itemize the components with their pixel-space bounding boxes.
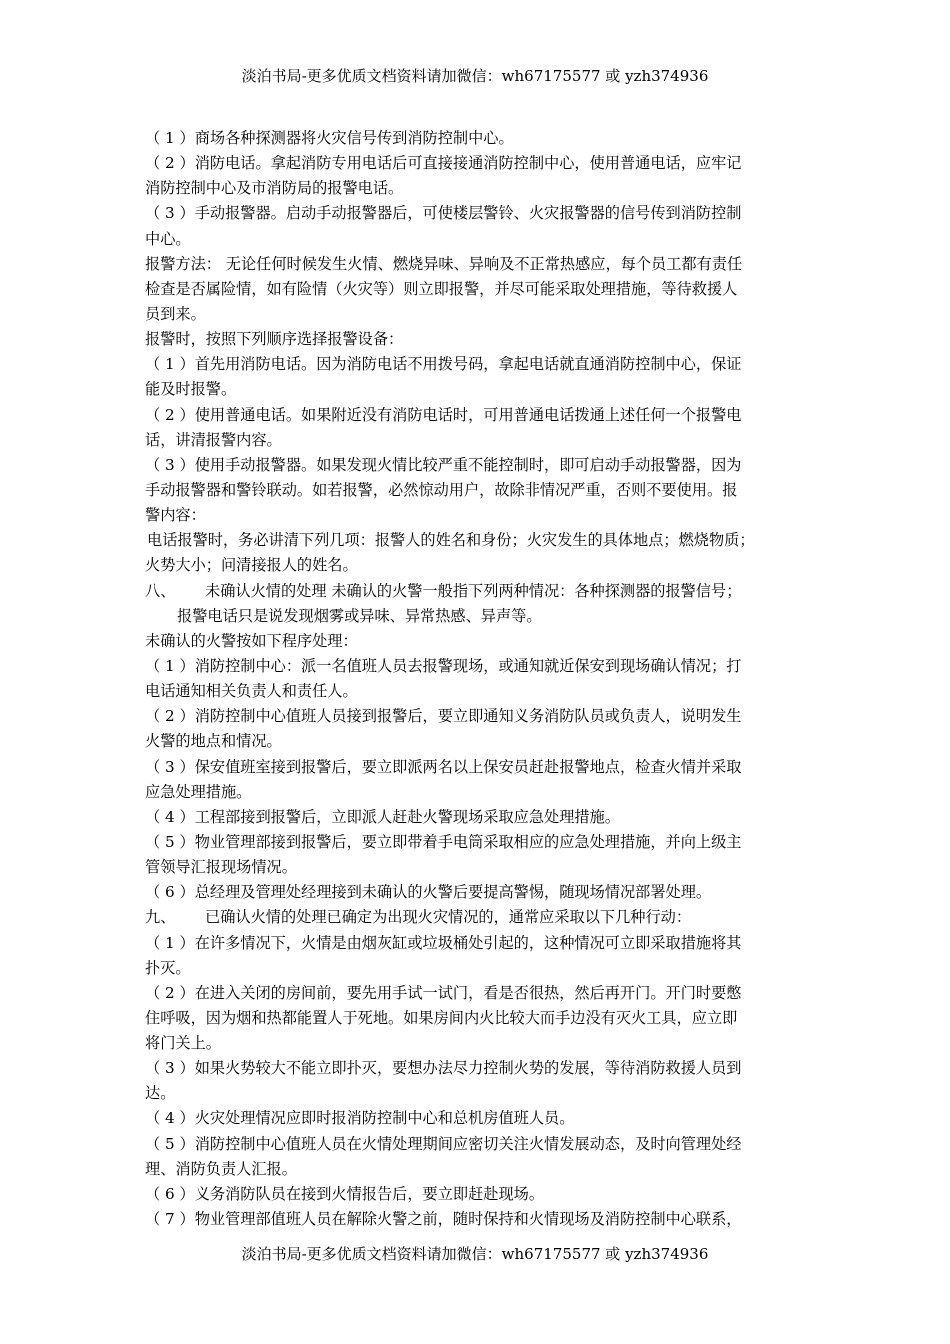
text-line: 检查是否属险情，如有险情（火灾等）则立即报警，并尽可能采取处理措施，等待救援人	[145, 279, 738, 298]
page-footer: 淡泊书局-更多优质文档资料请加微信：wh67175577 或 yzh374936	[241, 1245, 709, 1263]
section-number: 九、	[145, 908, 176, 927]
page-header: 淡泊书局-更多优质文档资料请加微信：wh67175577 或 yzh374936	[241, 67, 709, 85]
text-line: 电话报警时，务必讲清下列几项：报警人的姓名和身份；火灾发生的具体地点；燃烧物质；	[147, 531, 755, 550]
text-line: （ 1 ）在许多情况下，火情是由烟灰缸或垃圾桶处引起的，这种情况可立即采取措施将其	[145, 933, 742, 952]
text-line: 火势大小；问清接报人的姓名。	[145, 556, 358, 575]
section-heading-text: 未确认火情的处理 未确认的火警一般指下列两种情况：各种探测器的报警信号；	[205, 581, 742, 600]
text-line: 应急处理措施。	[145, 782, 252, 801]
text-line: 火警的地点和情况。	[145, 732, 282, 751]
text-line: （ 3 ）手动报警器。启动手动报警器后，可使楼层警铃、火灾报警器的信号传到消防控制	[145, 204, 742, 223]
text-line: （ 2 ）消防控制中心值班人员接到报警后，要立即通知义务消防队员或负责人，说明发生	[145, 707, 742, 726]
text-line: 住呼吸，因为烟和热都能置人于死地。如果房间内火比较大而手边没有灭火工具，应立即	[145, 1008, 738, 1027]
text-line: 电话通知相关负责人和责任人。	[145, 682, 358, 701]
text-line: （ 2 ）在进入关闭的房间前，要先用手试一试门，看是否很热，然后再开门。开门时要憋	[145, 983, 742, 1002]
text-line: （ 6 ）义务消防队员在接到火情报告后，要立即赶赴现场。	[145, 1184, 545, 1203]
text-line: 报警方法： 无论任何时候发生火情、燃烧异味、异响及不正常热感应，每个员工都有责任	[145, 254, 743, 273]
text-line: 扑灭。	[145, 958, 191, 977]
text-line: （ 7 ）物业管理部值班人员在解除火警之前，随时保持和火情现场及消防控制中心联系，	[145, 1210, 742, 1229]
section-number: 八、	[145, 581, 176, 600]
text-line: （ 3 ）使用手动报警器。如果发现火情比较严重不能控制时，即可启动手动报警器，因为	[145, 455, 742, 474]
text-line: 管领导汇报现场情况。	[145, 858, 297, 877]
text-line: 消防控制中心及市消防局的报警电话。	[145, 179, 404, 198]
text-line: 未确认的火警按如下程序处理：	[145, 631, 358, 650]
text-line: （ 3 ）保安值班室接到报警后，要立即派两名以上保安员赶赴报警地点，检查火情并采取	[145, 757, 742, 776]
text-line: （ 6 ）总经理及管理处经理接到未确认的火警后要提高警惕，随现场情况部署处理。	[145, 883, 712, 902]
text-line: （ 2 ）使用普通电话。如果附近没有消防电话时，可用普通电话拨通上述任何一个报警电	[145, 405, 742, 424]
text-line: （ 4 ）火灾处理情况应即时报消防控制中心和总机房值班人员。	[145, 1109, 575, 1128]
section-heading-9	[145, 905, 813, 930]
section-heading-text: 已确认火情的处理已确定为出现火灾情况的，通常应采取以下几种行动：	[205, 908, 691, 927]
text-line: （ 5 ）消防控制中心值班人员在火情处理期间应密切关注火情发展动态，及时向管理处经	[145, 1134, 742, 1153]
text-line: 手动报警器和警铃联动。如若报警，必然惊动用户，故除非情况严重，否则不要使用。报	[145, 480, 738, 499]
text-line: 话，讲清报警内容。	[145, 430, 282, 449]
text-line: （ 5 ）物业管理部接到报警后，要立即带着手电筒采取相应的应急处理措施，并向上级主	[145, 832, 742, 851]
text-line: 报警时，按照下列顺序选择报警设备：	[145, 330, 404, 349]
text-line: 警内容：	[145, 506, 206, 525]
text-line: （ 3 ）如果火势较大不能立即扑灭，要想办法尽力控制火势的发展，等待消防救援人员到	[145, 1059, 742, 1078]
text-line: （ 1 ）首先用消防电话。因为消防电话不用拨号码，拿起电话就直通消防控制中心，保证	[145, 355, 742, 374]
text-line: （ 4 ）工程部接到报警后，立即派人赶赴火警现场采取应急处理措施。	[145, 807, 620, 826]
text-line: 将门关上。	[145, 1034, 221, 1053]
text-line: 达。	[145, 1084, 176, 1103]
text-line: 报警电话只是说发现烟雾或异味、异常热感、异声等。	[177, 606, 542, 625]
text-line: 中心。	[145, 229, 191, 248]
section-heading-8	[145, 579, 813, 604]
document-body	[145, 126, 813, 1232]
text-line: （ 1 ）商场各种探测器将火灾信号传到消防控制中心。	[145, 129, 514, 147]
text-line: （ 1 ）消防控制中心：派一名值班人员去报警现场，或通知就近保安到现场确认情况；打	[145, 656, 742, 675]
text-line: 能及时报警。	[145, 380, 237, 399]
text-line: 员到来。	[145, 304, 206, 323]
text-line: 理、消防负责人汇报。	[145, 1159, 297, 1178]
text-line: （ 2 ）消防电话。拿起消防专用电话后可直接接通消防控制中心，使用普通电话，应牢记	[145, 154, 742, 173]
